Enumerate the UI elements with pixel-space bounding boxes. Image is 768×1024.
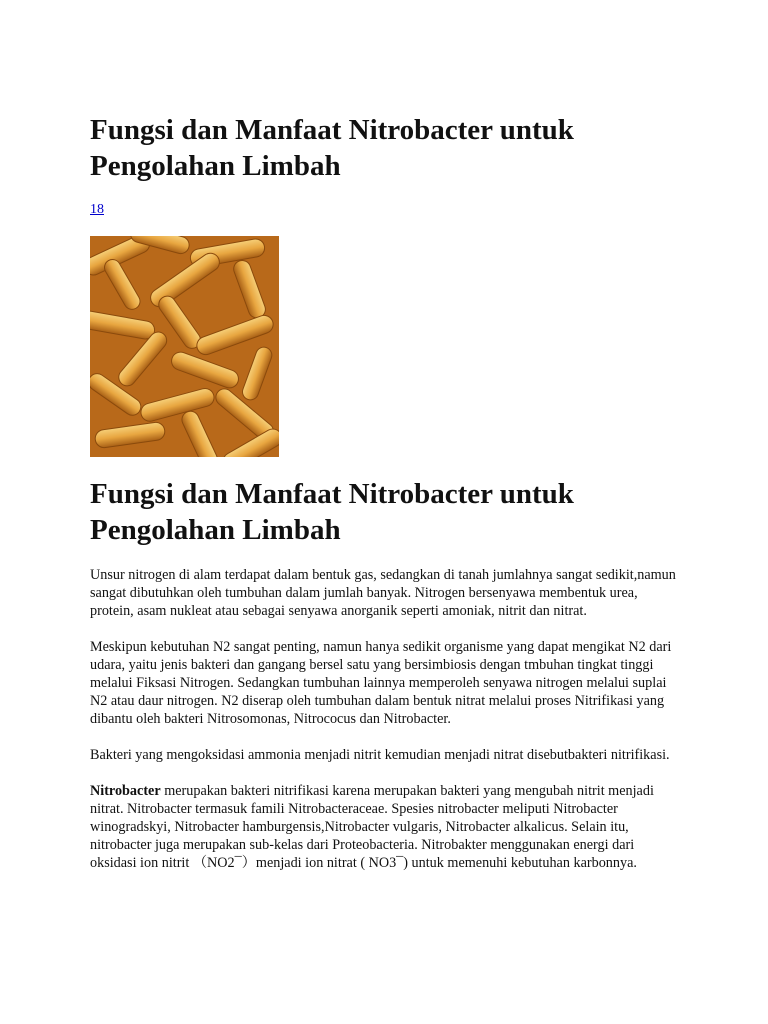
bacteria-image — [90, 236, 279, 457]
paragraph: Bakteri yang mengoksidasi ammonia menjadi nitrit kemudian menjadi nitrat disebutbakteri nitrifikasi. — [90, 747, 670, 763]
article-body — [90, 566, 680, 890]
page-title: Fungsi dan Manfaat Nitrobacter untuk Pengolahan Limbah — [90, 114, 574, 182]
article-heading: Fungsi dan Manfaat Nitrobacter untuk Pengolahan Limbah — [90, 478, 574, 546]
bacteria-illustration — [90, 236, 279, 457]
paragraph: Unsur nitrogen di alam terdapat dalam bentuk gas, sedangkan di tanah jumlahnya sangat sedikit,namun sangat dibutuhkan oleh tumbuhan dalam jumlah banyak. Nitrogen bersenyawa membentuk urea, protein, asam nukleat atau sebagai senyawa anorganik seperti amoniak, nitrit dan nitrat. — [90, 567, 676, 619]
comment-count-link[interactable]: 18 — [90, 202, 104, 217]
paragraph — [90, 782, 680, 872]
paragraph: Meskipun kebutuhan N2 sangat penting, namun hanya sedikit organisme yang dapat mengikat N2 dari udara, yaitu jenis bakteri dan gangang bersel satu yang bersimbiosis dengan tmbuhan tingkat tinggi melalui Fiksasi Nitrogen. Sedangkan tumbuhan lainnya memperoleh senyawa nitrogen melalui suplai N2 atau daur nitrogen. N2 diserap oleh tumbuhan dalam bentuk nitrat melalui proses Nitrifikasi yang dibantu oleh bakteri Nitrosomonas, Nitrococus dan Nitrobacter. — [90, 639, 672, 727]
bold-term: Nitrobacter — [90, 783, 161, 799]
paragraph-text: merupakan bakteri nitrifikasi karena merupakan bakteri yang mengubah nitrit menjadi nitrat. Nitrobacter termasuk famili Nitrobacteraceae. Spesies nitrobacter meliputi Nitrobacter winogradskyi, Nitrobacter hamburgensis,Nitrobacter vulgaris, Nitrobacter alkalicus. Selain itu, nitrobacter juga merupakan sub-kelas dari Proteobacteria. Nitrobakter menggunakan energi dari oksidasi ion nitrit （NO2¯）menjadi ion nitrat ( NO3¯) untuk memenuhi kebutuhan karbonnya. — [90, 783, 654, 871]
